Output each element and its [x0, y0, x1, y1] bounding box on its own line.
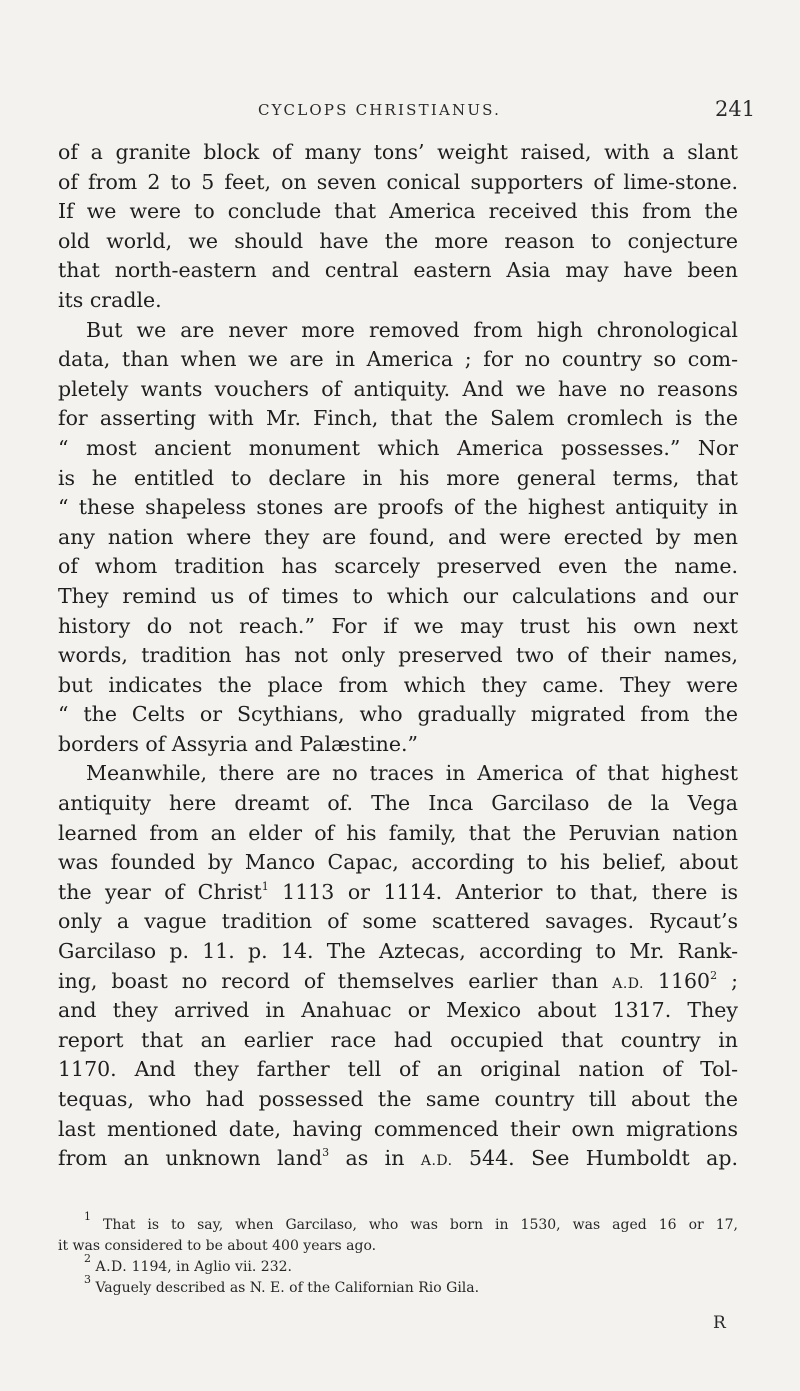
- running-title: CYCLOPS CHRISTIANUS.: [258, 101, 502, 119]
- text-line: Meanwhile, there are no traces in America of that highest: [86, 761, 738, 786]
- footnote-3: [58, 1273, 738, 1299]
- text-line: learned from an elder of his family, that the Peruvian nation: [58, 820, 738, 845]
- text-line: But we are never more removed from high chronological: [86, 317, 738, 342]
- text-run: 544. See Humboldt ap.: [452, 1146, 738, 1171]
- text-line: of a granite block of many tons’ weight raised, with a slant: [58, 140, 738, 164]
- text-line: only a vague tradition of some scattered savages. Rycaut’s: [58, 909, 738, 934]
- page-header: [0, 97, 800, 125]
- text-line: was founded by Manco Capac, according to his belief, about: [58, 850, 738, 875]
- footnote-mark: 3: [84, 1273, 91, 1286]
- text-line: [58, 878, 738, 908]
- footnote-text: That is to say, when Garcilaso, who was born in 1530, was aged 16 or 17,: [91, 1217, 738, 1233]
- footnote-2: [58, 1252, 738, 1278]
- text-line: history do not reach.” For if we may trust his own next: [58, 613, 738, 638]
- text-line: of whom tradition has scarcely preserved even the name.: [58, 554, 738, 579]
- footnote-ref-1: 1: [261, 879, 269, 893]
- footnote-1: [58, 1210, 738, 1236]
- text-line: for asserting with Mr. Finch, that the Salem cromlech is the: [58, 406, 738, 431]
- text-line: that north-eastern and central eastern Asia may have been: [58, 258, 738, 283]
- text-line: pletely wants vouchers of antiquity. And we have no reasons: [58, 376, 738, 401]
- text-line: “ the Celts or Scythians, who gradually migrated from the: [58, 702, 738, 727]
- text-line: [58, 967, 738, 997]
- text-run: 1113 or 1114. Anterior to that, there is: [268, 879, 738, 904]
- era-abbreviation: A.D.: [95, 1259, 128, 1275]
- text-line: last mentioned date, having commenced their own migrations: [58, 1116, 738, 1141]
- text-line: “ these shapeless stones are proofs of the highest antiquity in: [58, 495, 738, 520]
- footnote-mark: 2: [84, 1252, 91, 1265]
- text-line: antiquity here dreamt of. The Inca Garcilaso de la Vega: [58, 791, 738, 816]
- page-number: 241: [715, 97, 756, 121]
- text-line: but indicates the place from which they came. They were: [58, 672, 738, 697]
- text-line: tequas, who had possessed the same country till about the: [58, 1087, 738, 1111]
- footnote-ref-2: 2: [710, 968, 718, 982]
- text-line: any nation where they are found, and were erected by men: [58, 524, 738, 549]
- footnote-text: Vaguely described as N. E. of the Californian Rio Gila.: [91, 1280, 480, 1296]
- text-run: ;: [717, 968, 738, 993]
- text-run: as in: [329, 1146, 421, 1171]
- text-line: If we were to conclude that America received this from the: [58, 199, 738, 224]
- text-line: They remind us of times to which our calculations and our: [58, 583, 738, 608]
- text-line: old world, we should have the more reason to conjecture: [58, 228, 738, 253]
- text-line: is he entitled to declare in his more general terms, that: [58, 465, 738, 490]
- text-run: 1160: [643, 968, 711, 993]
- signature-mark: R: [713, 1313, 726, 1333]
- footnotes: [58, 1210, 738, 1299]
- era-abbreviation: A.D.: [612, 975, 644, 992]
- text-line: and they arrived in Anahuac or Mexico about 1317. They: [58, 998, 738, 1023]
- text-run: ing, boast no record of themselves earlier than: [58, 968, 613, 993]
- text-line: borders of Assyria and Palæstine.”: [58, 731, 418, 756]
- text-line: data, than when we are in America ; for no country so com-: [58, 347, 738, 372]
- footnote-text: 1194, in Aglio vii. 232.: [127, 1259, 292, 1275]
- text-run: the year of Christ: [58, 879, 262, 904]
- text-line: Garcilaso p. 11. p. 14. The Aztecas, according to Mr. Rank-: [58, 939, 738, 964]
- era-abbreviation: A.D.: [420, 1153, 453, 1170]
- text-line: “ most ancient monument which America possesses.” Nor: [58, 435, 738, 460]
- text-line: 1170. And they farther tell of an original nation of Tol-: [58, 1057, 738, 1082]
- text-line: [58, 1144, 738, 1174]
- text-line: its cradle.: [58, 287, 162, 312]
- body-text: [58, 138, 738, 1174]
- footnote-mark: 1: [84, 1210, 91, 1223]
- text-line: words, tradition has not only preserved two of their names,: [58, 643, 738, 668]
- footnote-ref-3: 3: [322, 1146, 330, 1160]
- footnote-1-continued: it was considered to be about 400 years ago.: [58, 1238, 377, 1254]
- text-line: report that an earlier race had occupied that country in: [58, 1027, 738, 1052]
- text-run: from an unknown land: [58, 1146, 323, 1171]
- text-line: of from 2 to 5 feet, on seven conical supporters of lime-stone.: [58, 169, 738, 194]
